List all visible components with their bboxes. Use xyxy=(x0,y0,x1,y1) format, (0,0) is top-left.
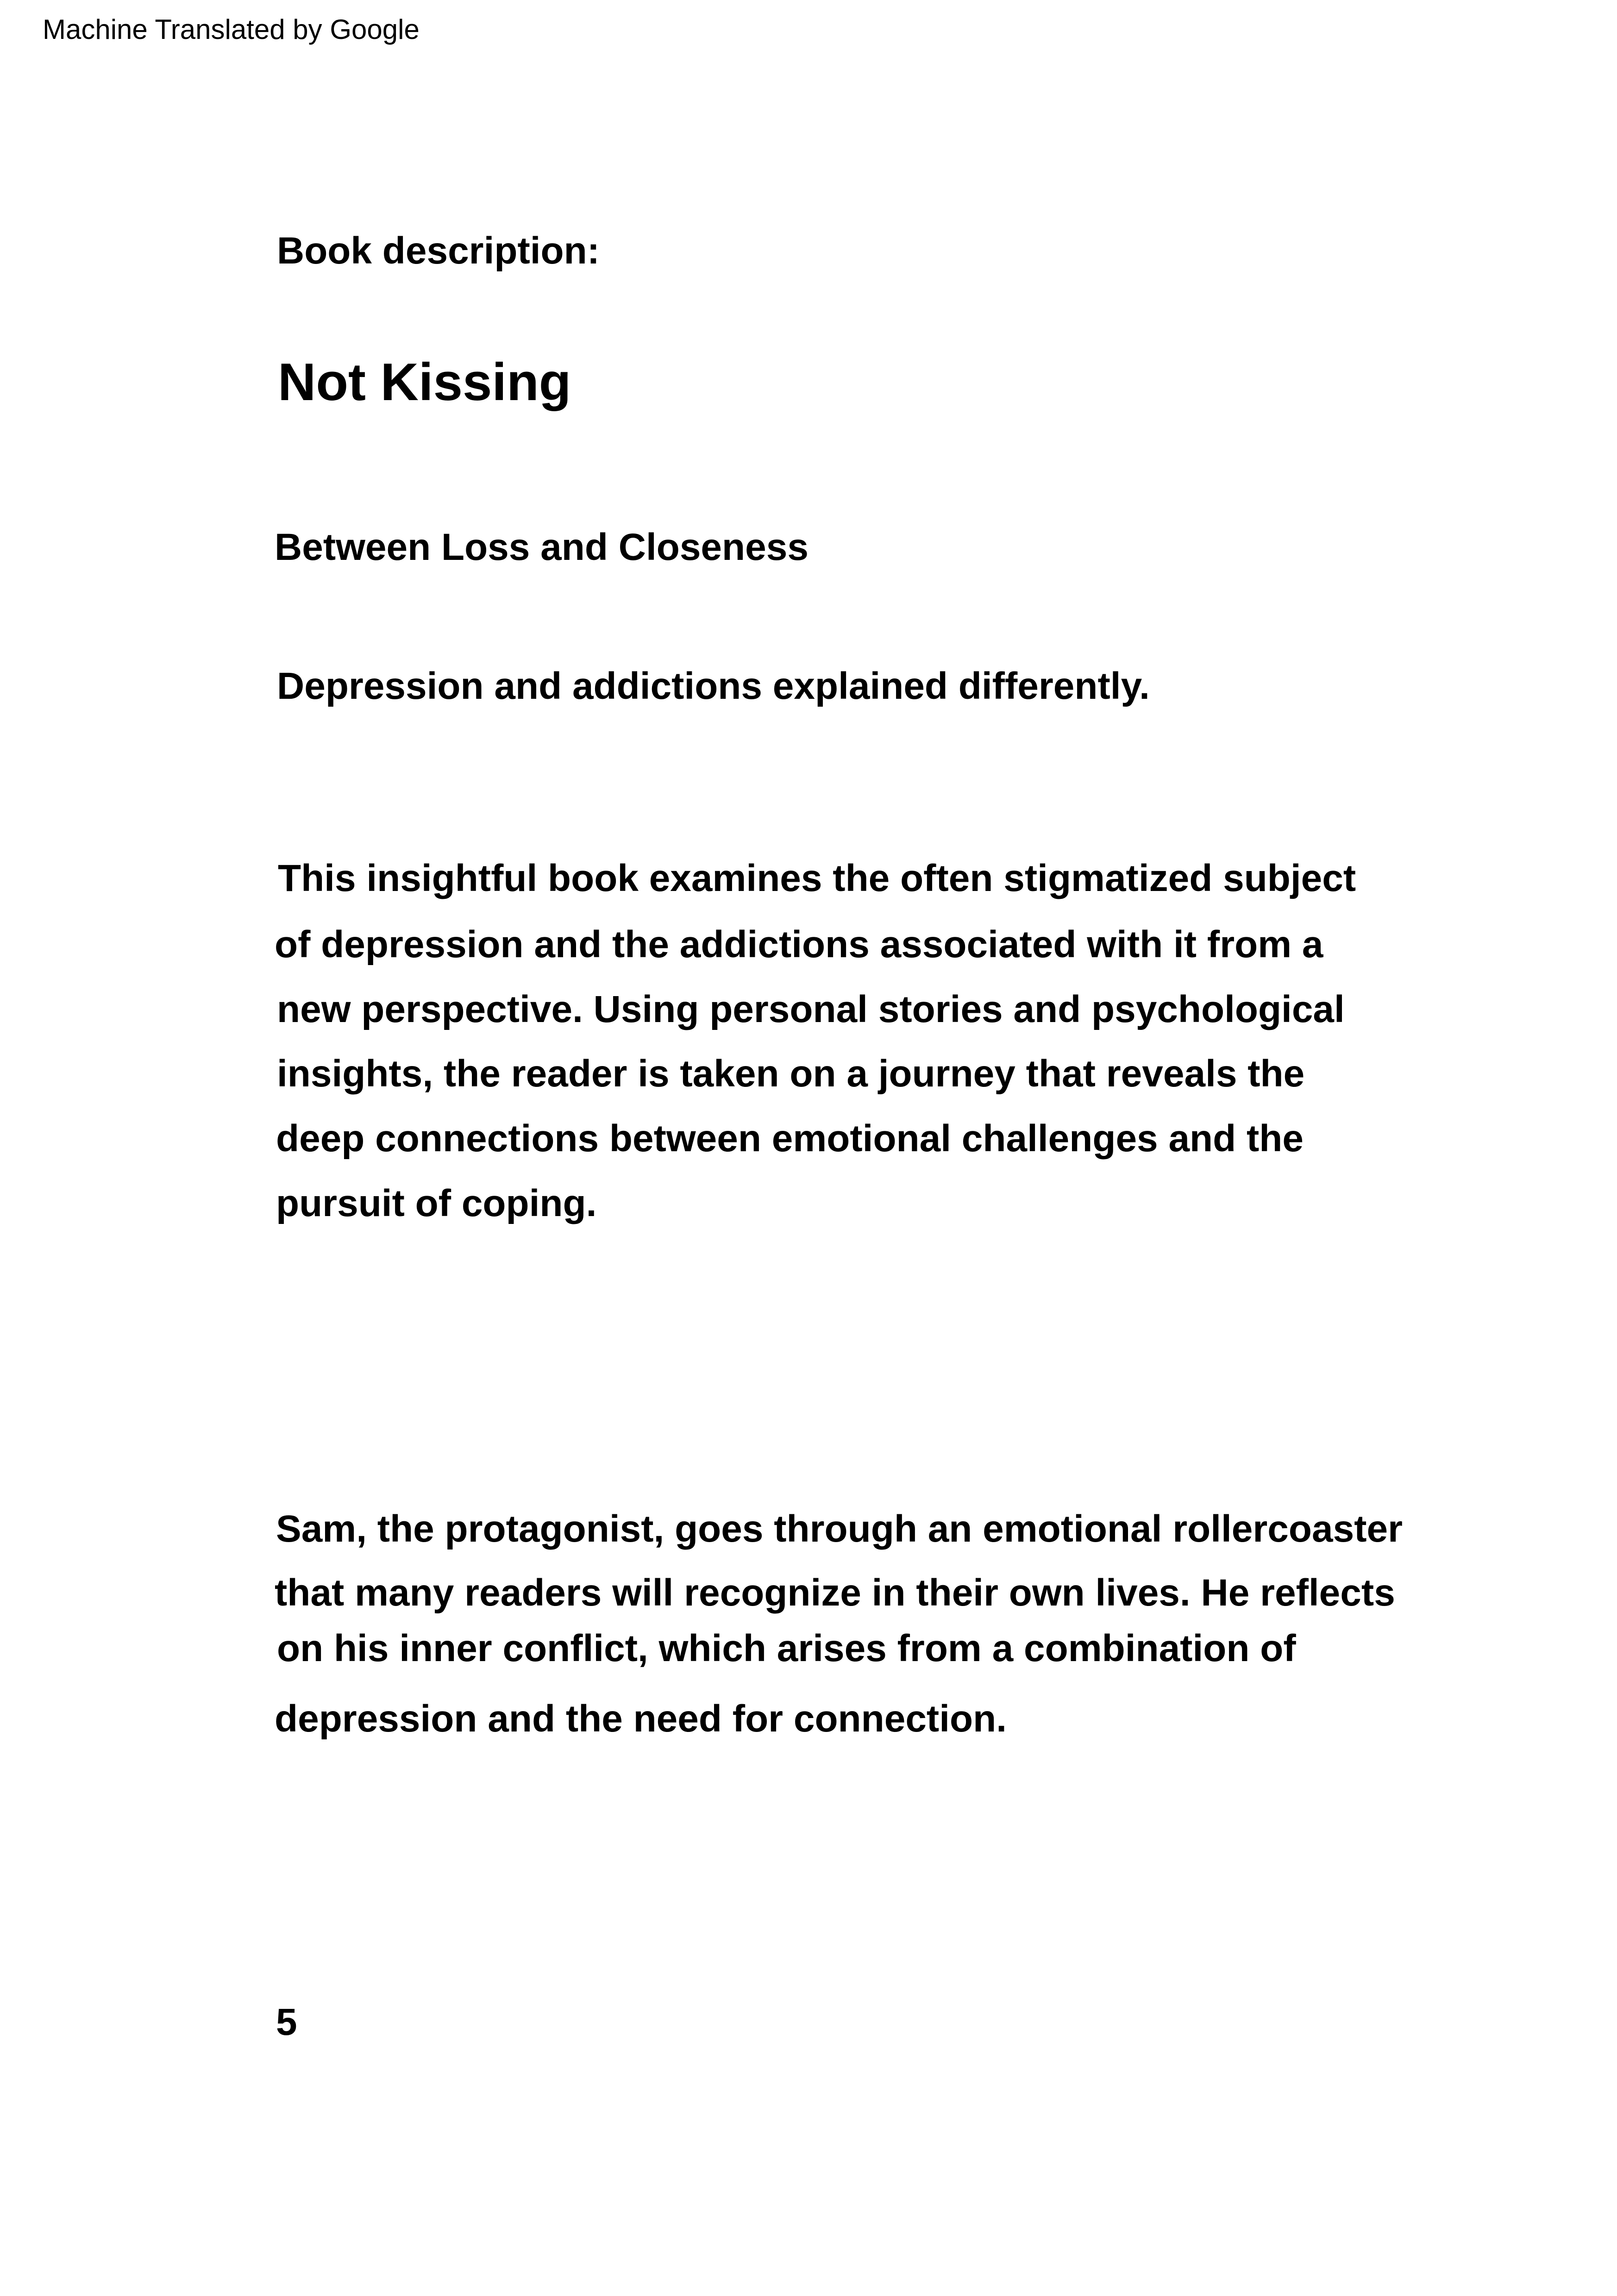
book-tagline: Depression and addictions explained differently. xyxy=(277,665,1150,707)
book-title: Not Kissing xyxy=(278,353,571,412)
paragraph-line: that many readers will recognize in their own lives. He reflects xyxy=(275,1572,1395,1614)
paragraph-line: pursuit of coping. xyxy=(276,1182,597,1224)
page-number: 5 xyxy=(276,2001,297,2043)
book-subtitle: Between Loss and Closeness xyxy=(275,526,808,568)
paragraph-line: insights, the reader is taken on a journey that reveals the xyxy=(277,1053,1305,1095)
paragraph-line: deep connections between emotional challenges and the xyxy=(276,1117,1304,1160)
paragraph-line: on his inner conflict, which arises from a combination of xyxy=(277,1627,1296,1669)
paragraph-line: new perspective. Using personal stories and psychological xyxy=(277,988,1345,1030)
paragraph-line: This insightful book examines the often stigmatized subject xyxy=(278,857,1356,899)
paragraph-line: of depression and the addictions associated with it from a xyxy=(275,923,1323,966)
book-description-label: Book description: xyxy=(277,230,600,272)
machine-translation-note: Machine Translated by Google xyxy=(43,14,420,45)
paragraph-line: Sam, the protagonist, goes through an emotional rollercoaster xyxy=(276,1508,1403,1550)
paragraph-line: depression and the need for connection. xyxy=(275,1698,1007,1740)
